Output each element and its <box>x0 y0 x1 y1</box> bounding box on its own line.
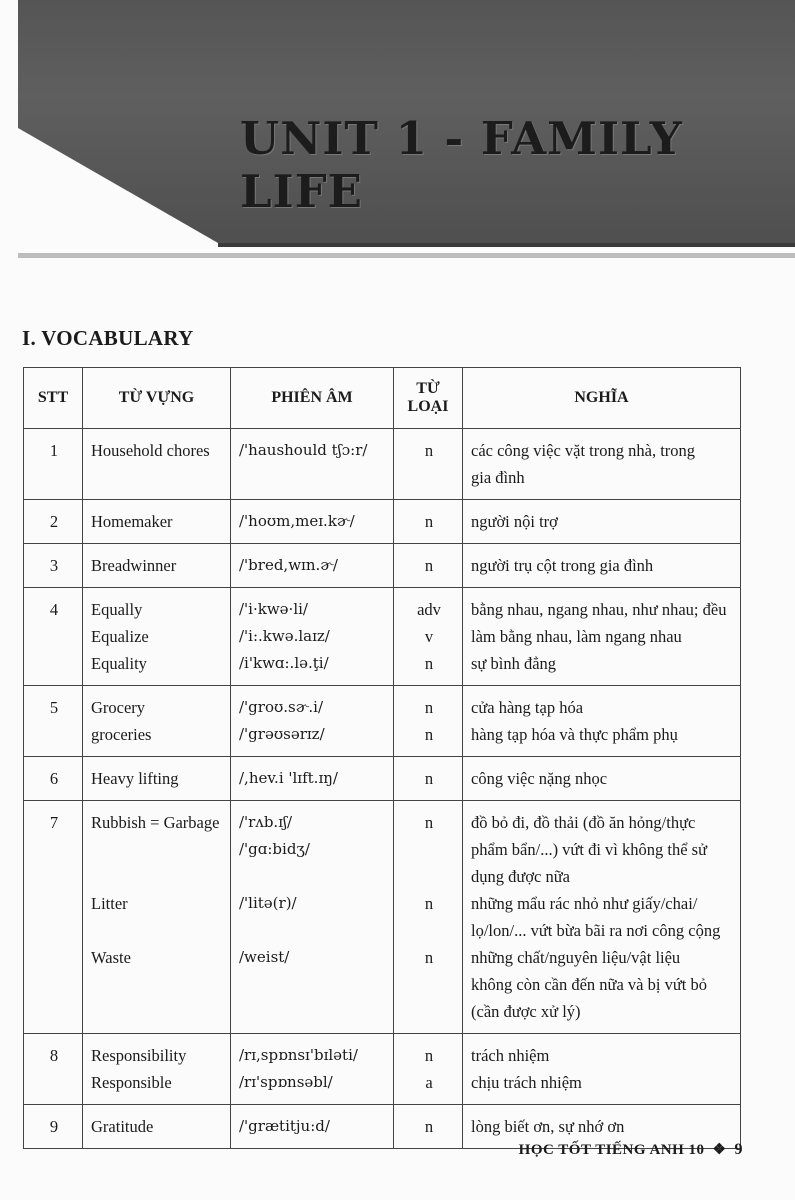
col-header-pos-line2: LOẠI <box>407 398 449 415</box>
table-row <box>24 757 741 801</box>
vocab-meaning: gia đình <box>471 468 525 487</box>
col-header-meaning: NGHĨA <box>463 368 741 429</box>
vocab-meaning: dụng được nữa <box>471 867 571 886</box>
vocab-word: Household chores <box>91 441 210 460</box>
vocab-ipa: /'hoʊm,meɪ.kɚ/ <box>239 512 355 530</box>
vocab-pos: n <box>424 698 434 717</box>
vocab-word: Litter <box>91 894 128 913</box>
row-stt: 1 <box>24 429 83 500</box>
table-row <box>24 1034 741 1105</box>
col-header-ipa: PHIÊN ÂM <box>231 368 394 429</box>
col-header-stt: STT <box>24 368 83 429</box>
col-header-word: TỪ VỰNG <box>83 368 231 429</box>
page-number: 9 <box>734 1141 743 1158</box>
row-stt: 2 <box>24 500 83 544</box>
row-stt: 5 <box>24 686 83 757</box>
vocab-meaning: công việc nặng nhọc <box>471 769 608 788</box>
col-header-pos <box>394 368 463 429</box>
vocab-word: groceries <box>91 725 152 744</box>
vocab-word: Homemaker <box>91 512 173 531</box>
vocab-word: Heavy lifting <box>91 769 179 788</box>
vocab-ipa: /'groʊ.sɚ.i/ <box>239 698 324 716</box>
vocab-ipa: /'grəʊsərɪz/ <box>239 725 325 743</box>
vocab-ipa: /'i·kwə·li/ <box>239 600 308 618</box>
vocab-pos: n <box>424 654 434 673</box>
vocab-meaning: những chất/nguyên liệu/vật liệu <box>471 948 681 967</box>
vocab-meaning: phẩm bẩn/...) vứt đi vì không thể sử <box>471 840 708 859</box>
diamond-icon: ❖ <box>712 1142 727 1158</box>
vocab-word: Responsible <box>91 1073 172 1092</box>
vocab-meaning: đồ bỏ đi, đồ thải (đồ ăn hỏng/thực <box>471 813 696 832</box>
vocab-pos: adv <box>417 600 441 619</box>
vocab-pos: n <box>424 441 434 460</box>
vocab-pos: a <box>425 1073 433 1092</box>
col-header-pos-line1: TỪ <box>416 380 440 397</box>
vocab-word: Equally <box>91 600 143 619</box>
vocab-pos: n <box>424 1117 434 1136</box>
vocab-pos: n <box>424 556 434 575</box>
vocab-meaning: chịu trách nhiệm <box>471 1073 582 1092</box>
row-stt: 7 <box>24 801 83 1034</box>
vocab-meaning: hàng tạp hóa và thực phẩm phụ <box>471 725 678 744</box>
row-stt: 3 <box>24 544 83 588</box>
row-stt: 6 <box>24 757 83 801</box>
row-stt: 4 <box>24 588 83 686</box>
vocab-pos: n <box>424 725 434 744</box>
vocab-word: Equality <box>91 654 147 673</box>
vocab-ipa: /i'kwɑ:.lə.ţi/ <box>239 654 329 672</box>
vocab-meaning: các công việc vặt trong nhà, trong <box>471 441 696 460</box>
vocab-ipa: /,hev.i 'lɪft.ɪŋ/ <box>239 769 338 787</box>
vocab-pos: n <box>424 948 434 967</box>
vocab-pos: n <box>424 1046 434 1065</box>
section-heading: I. VOCABULARY <box>22 326 194 350</box>
vocab-word: Rubbish = Garbage <box>91 813 220 832</box>
vocab-pos: n <box>424 813 434 832</box>
vocab-pos: n <box>424 894 434 913</box>
row-stt: 9 <box>24 1105 83 1149</box>
vocab-word: Responsibility <box>91 1046 187 1065</box>
vocab-meaning: người trụ cột trong gia đình <box>471 556 654 575</box>
vocab-meaning: (cần được xử lý) <box>471 1002 581 1021</box>
vocab-word: Equalize <box>91 627 149 646</box>
vocab-meaning: không còn cần đến nữa và bị vứt bỏ <box>471 975 707 994</box>
vocab-ipa: /'i:.kwə.laɪz/ <box>239 627 330 645</box>
vocab-meaning: cửa hàng tạp hóa <box>471 698 584 717</box>
vocab-word: Gratitude <box>91 1117 154 1136</box>
vocab-ipa: /'gɑ:bidʒ/ <box>239 840 310 858</box>
footer-book-title: HỌC TỐT TIẾNG ANH 10 <box>518 1142 705 1158</box>
unit-title: UNIT 1 - FAMILY LIFE <box>240 112 683 218</box>
table-row <box>24 544 741 588</box>
vocabulary-table <box>23 367 741 1149</box>
vocab-ipa: /'rʌb.ɪʃ/ <box>239 813 293 831</box>
vocab-meaning: sự bình đẳng <box>471 654 557 673</box>
vocab-pos: n <box>424 769 434 788</box>
vocab-word: Waste <box>91 948 131 967</box>
vocab-meaning: bằng nhau, ngang nhau, như nhau; đều <box>471 600 727 619</box>
vocab-ipa: /weist/ <box>239 948 290 966</box>
table-row <box>24 429 741 500</box>
vocab-meaning: người nội trợ <box>471 512 558 531</box>
table-row <box>24 588 741 686</box>
vocab-meaning: lọ/lon/... vứt bừa bãi ra nơi công cộng <box>471 921 721 940</box>
row-stt: 8 <box>24 1034 83 1105</box>
vocab-pos: v <box>424 627 434 646</box>
vocab-meaning: những mẩu rác nhỏ như giấy/chai/ <box>471 894 698 913</box>
vocab-ipa: /rɪ,spɒnsɪ'bɪləti/ <box>239 1046 358 1064</box>
vocab-ipa: /'grætitju:d/ <box>239 1117 330 1135</box>
vocab-meaning: trách nhiệm <box>471 1046 550 1065</box>
vocab-ipa: /'haushould tʃɔ:r/ <box>239 441 368 459</box>
banner-light-wedge <box>18 128 218 243</box>
vocab-word: Breadwinner <box>91 556 177 575</box>
vocab-word: Grocery <box>91 698 146 717</box>
page-footer <box>519 1140 743 1159</box>
table-row <box>24 801 741 1034</box>
vocab-ipa: /rɪ'spɒnsəbl/ <box>239 1073 333 1091</box>
banner-stripes <box>18 243 795 263</box>
table-row <box>24 686 741 757</box>
table-row <box>24 500 741 544</box>
vocab-meaning: làm bằng nhau, làm ngang nhau <box>471 627 682 646</box>
vocab-ipa: /'litə(r)/ <box>239 894 297 912</box>
vocab-ipa: /'bred,wɪn.ɚ/ <box>239 556 338 574</box>
vocab-pos: n <box>424 512 434 531</box>
vocab-meaning: lòng biết ơn, sự nhớ ơn <box>471 1117 625 1136</box>
table-header-row <box>24 368 741 429</box>
